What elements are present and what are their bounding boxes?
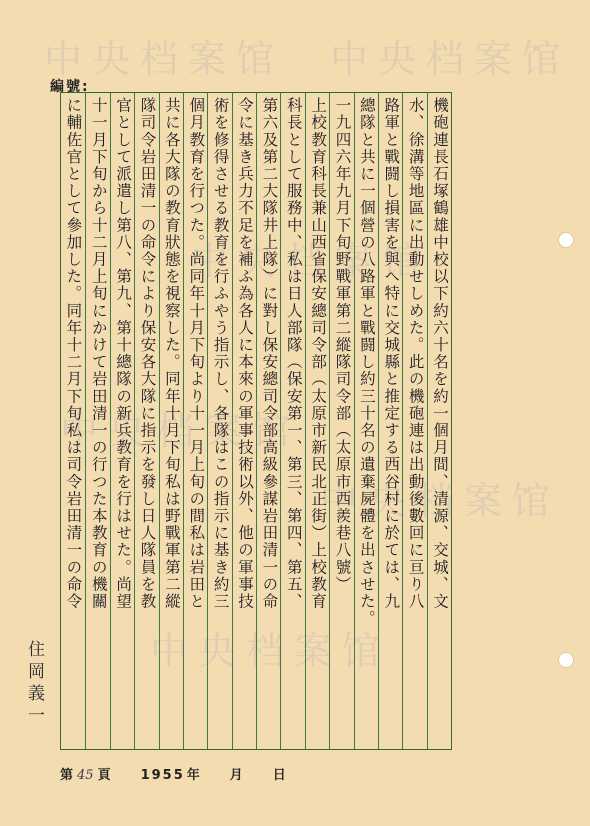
- manuscript-line: に輔佐官として參加した。同年十二月下旬私は司令岩田清一の命令: [64, 97, 83, 610]
- manuscript-column: [134, 93, 158, 749]
- manuscript-column: [183, 93, 207, 749]
- manuscript-line: 隊司令岩田清一の命令により保安各大隊に指示を發し日人隊員を教: [138, 97, 157, 610]
- author-signature: 住岡義一: [24, 640, 44, 728]
- day-label: 日: [272, 768, 286, 783]
- page-suffix: 頁: [97, 768, 111, 783]
- manuscript-line: 總隊と共に一個營の八路軍と戰闘し約三十名の遺棄屍體を出させた。: [357, 97, 376, 628]
- manuscript-line: 十一月下旬から十二月上旬にかけて岩田清一の行つた本教育の機關: [89, 97, 108, 610]
- manuscript-line: 一九四六年九月下旬野戰軍第二縱隊司令部（太原市西羨巷八號）: [333, 97, 352, 593]
- archive-watermark: 中央档案馆: [60, 409, 301, 453]
- manuscript-line: 官として派遣し第八、第九、第十總隊の新兵教育を行はせた。尚望: [114, 97, 133, 610]
- manuscript-column: [329, 93, 353, 749]
- manuscript-column: [232, 93, 256, 749]
- manuscript-line: 上校教育科長兼山西省保安總司令部（太原市新民北正街）上校教育: [309, 97, 328, 610]
- manuscript-column: [280, 93, 304, 749]
- manuscript-grid: [60, 92, 452, 750]
- document-number-label: 編號:: [50, 79, 90, 95]
- manuscript-column: [110, 93, 134, 749]
- manuscript-column: [207, 93, 231, 749]
- manuscript-line: 機砲連長石塚鶴雄中校以下約六十名を約一個月間、清源、交城、文: [431, 97, 449, 610]
- manuscript-line: 科長として服務中、私は日人部隊（保安第一、第三、第四、第五、: [284, 97, 303, 610]
- manuscript-line: 術を修得させる教育を行ふやう指示し、各隊はこの指示に基き約三: [211, 97, 230, 610]
- manuscript-column: [378, 93, 402, 749]
- manuscript-column: [159, 93, 183, 749]
- manuscript-column: [354, 93, 378, 749]
- archive-watermark: 中央档案馆: [320, 479, 561, 523]
- manuscript-column: [85, 93, 109, 749]
- manuscript-line: 水、徐溝等地區に出動せしめた。此の機砲連は出動後數回に亘り八: [406, 97, 425, 610]
- manuscript-column: [427, 93, 451, 749]
- punch-hole-top: [558, 232, 574, 248]
- month-label: 月: [229, 768, 243, 783]
- manuscript-line: 第六及第二大隊井上隊）に對し保安總司令部高級參謀岩田清一の命: [260, 97, 279, 610]
- manuscript-line: 共に各大隊の教育狀態を視察した。同年十月下旬私は野戰軍第二縱: [162, 97, 181, 610]
- year-label: 年: [186, 768, 200, 783]
- page-number: 45: [77, 768, 94, 783]
- manuscript-column: [61, 93, 85, 749]
- manuscript-line: 令に基き兵力不足を補ふ為各人に本來の軍事技術以外、他の軍事技: [236, 97, 254, 610]
- manuscript-column: [305, 93, 329, 749]
- page-prefix: 第: [60, 768, 74, 783]
- punch-hole-bottom: [558, 652, 574, 668]
- archive-watermark: 中央档案馆: [150, 629, 391, 673]
- archive-watermark: 中央档案馆: [44, 37, 285, 81]
- archive-watermark: 中央档案馆: [190, 239, 431, 283]
- manuscript-column: [402, 93, 426, 749]
- manuscript-column: [256, 93, 280, 749]
- manuscript-line: 路軍と戰闘し損害を與へ特に交城縣と推定する西谷村に於ては、九: [382, 97, 401, 610]
- page-footer: [60, 764, 286, 783]
- manuscript-line: 個月教育を行つた。尚同年十月下旬より十一月上旬の間私は岩田と: [187, 97, 206, 610]
- archive-watermark: 中央档案馆: [330, 37, 571, 81]
- year-value: 1955: [140, 768, 185, 783]
